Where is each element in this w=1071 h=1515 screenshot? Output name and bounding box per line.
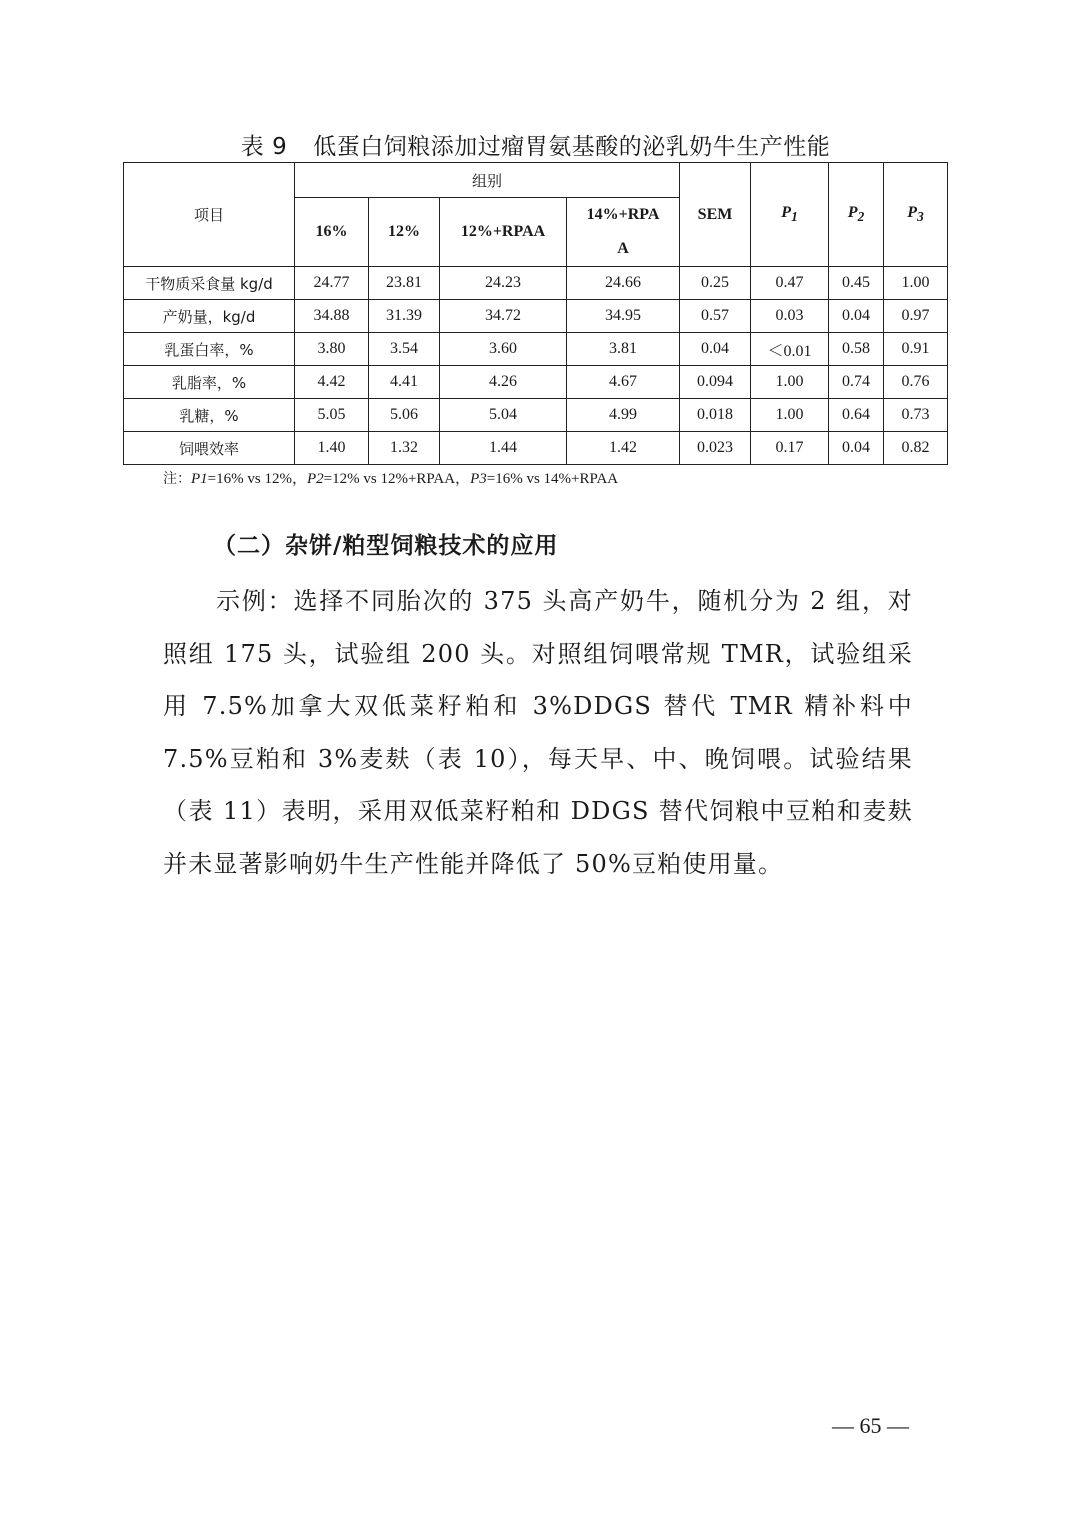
table-cell: 1.00 — [751, 399, 829, 432]
table-cell: 4.26 — [440, 366, 567, 399]
row-label: 饲喂效率 — [124, 432, 295, 465]
table-cell: 34.72 — [440, 300, 567, 333]
table-row — [124, 267, 948, 300]
section-heading: （二）杂饼/粕型饲粮技术的应用 — [213, 533, 559, 559]
table-cell: 0.64 — [829, 399, 884, 432]
table-cell: 0.03 — [751, 300, 829, 333]
table-cell: 0.023 — [680, 432, 751, 465]
group-16-header: 16% — [295, 198, 369, 267]
row-label: 产奶量，kg/d — [124, 300, 295, 333]
row-label: 乳蛋白率，% — [124, 333, 295, 366]
table-cell: 0.018 — [680, 399, 751, 432]
body-paragraph: 示例：选择不同胎次的 375 头高产奶牛，随机分为 2 组，对照组 175 头，试验组 200 头。对照组饲喂常规 TMR，试验组采用 7.5%加拿大双低菜籽粕和 3%DDGS 替代 TMR 精补料中 7.5%豆粕和 3%麦麸（表 10），每天早、中、晚饲喂。试验结果（表 11）表明，采用双低菜籽粕和 DDGS 替代饲粮中豆粕和麦麸并未显著影响奶牛生产性能并降低了 50%豆粕使用量。 — [163, 587, 913, 878]
group-12-header: 12% — [369, 198, 440, 267]
table-cell: 23.81 — [369, 267, 440, 300]
table-cell: 0.58 — [829, 333, 884, 366]
table-row — [124, 366, 948, 399]
table-cell: ＜0.01 — [751, 333, 829, 366]
table-cell: 3.81 — [567, 333, 680, 366]
table-cell: 0.73 — [884, 399, 948, 432]
p3-column-header: $P_3$ — [884, 163, 948, 267]
note-p1-text: =16% vs 12% — [207, 471, 292, 487]
page-number: — 65 — — [832, 1413, 909, 1438]
table-cell: 0.47 — [751, 267, 829, 300]
table-cell: 0.91 — [884, 333, 948, 366]
table-cell: 1.00 — [751, 366, 829, 399]
table-cell: 4.41 — [369, 366, 440, 399]
table-cell: 4.99 — [567, 399, 680, 432]
note-p3-text: =16% vs 14%+RPAA — [486, 471, 619, 487]
table-cell: 4.42 — [295, 366, 369, 399]
table-caption-number: 表 9 — [240, 134, 288, 160]
table-cell: 34.95 — [567, 300, 680, 333]
table-cell: 1.00 — [884, 267, 948, 300]
table-cell: 5.04 — [440, 399, 567, 432]
table-cell: 0.57 — [680, 300, 751, 333]
table-caption-title: 低蛋白饲粮添加过瘤胃氨基酸的泌乳奶牛生产性能 — [313, 134, 831, 160]
table-cell: 0.04 — [829, 432, 884, 465]
table-cell: 31.39 — [369, 300, 440, 333]
row-label: 乳糖，% — [124, 399, 295, 432]
table-cell: 3.54 — [369, 333, 440, 366]
table-cell: 34.88 — [295, 300, 369, 333]
table-caption — [0, 128, 1071, 161]
group-12-rpaa-header: 12%+RPAA — [440, 198, 567, 267]
table-cell: 24.23 — [440, 267, 567, 300]
table-note: 注：P1=16% vs 12%，P2=12% vs 12%+RPAA，P3=16% vs 14%+RPAA — [163, 471, 619, 487]
table-cell: 0.094 — [680, 366, 751, 399]
row-label: 干物质采食量 kg/d — [124, 267, 295, 300]
note-p2-text: =12% vs 12%+RPAA — [323, 471, 456, 487]
sem-column-header: SEM — [680, 163, 751, 267]
table-cell: 0.04 — [829, 300, 884, 333]
p2-column-header: $P_2$ — [829, 163, 884, 267]
table-cell: 1.40 — [295, 432, 369, 465]
table-cell: 0.45 — [829, 267, 884, 300]
note-p1-name: P1 — [191, 471, 208, 487]
table-cell: 3.80 — [295, 333, 369, 366]
table-row — [124, 333, 948, 366]
table-cell: 5.06 — [369, 399, 440, 432]
table-cell: 1.42 — [567, 432, 680, 465]
performance-table — [123, 162, 948, 465]
table-cell: 4.67 — [567, 366, 680, 399]
p1-column-header: $P_1$ — [751, 163, 829, 267]
row-label: 乳脂率，% — [124, 366, 295, 399]
group-14-rpaa-header: 14%+RPA A — [567, 198, 680, 267]
note-p3-name: P3 — [470, 471, 487, 487]
table-cell: 0.82 — [884, 432, 948, 465]
table-cell: 24.66 — [567, 267, 680, 300]
table-cell: 0.76 — [884, 366, 948, 399]
group-column-header: 组别 — [295, 163, 680, 198]
table-cell: 5.05 — [295, 399, 369, 432]
table-cell: 3.60 — [440, 333, 567, 366]
table-row — [124, 300, 948, 333]
item-column-header: 项目 — [124, 163, 295, 267]
table-cell: 0.74 — [829, 366, 884, 399]
table-row — [124, 432, 948, 465]
table-cell: 0.25 — [680, 267, 751, 300]
table-cell: 1.32 — [369, 432, 440, 465]
table-cell: 0.97 — [884, 300, 948, 333]
table-cell: 1.44 — [440, 432, 567, 465]
note-p2-name: P2 — [306, 471, 324, 487]
table-cell: 24.77 — [295, 267, 369, 300]
table-cell: 0.04 — [680, 333, 751, 366]
table-row — [124, 399, 948, 432]
table-cell: 0.17 — [751, 432, 829, 465]
